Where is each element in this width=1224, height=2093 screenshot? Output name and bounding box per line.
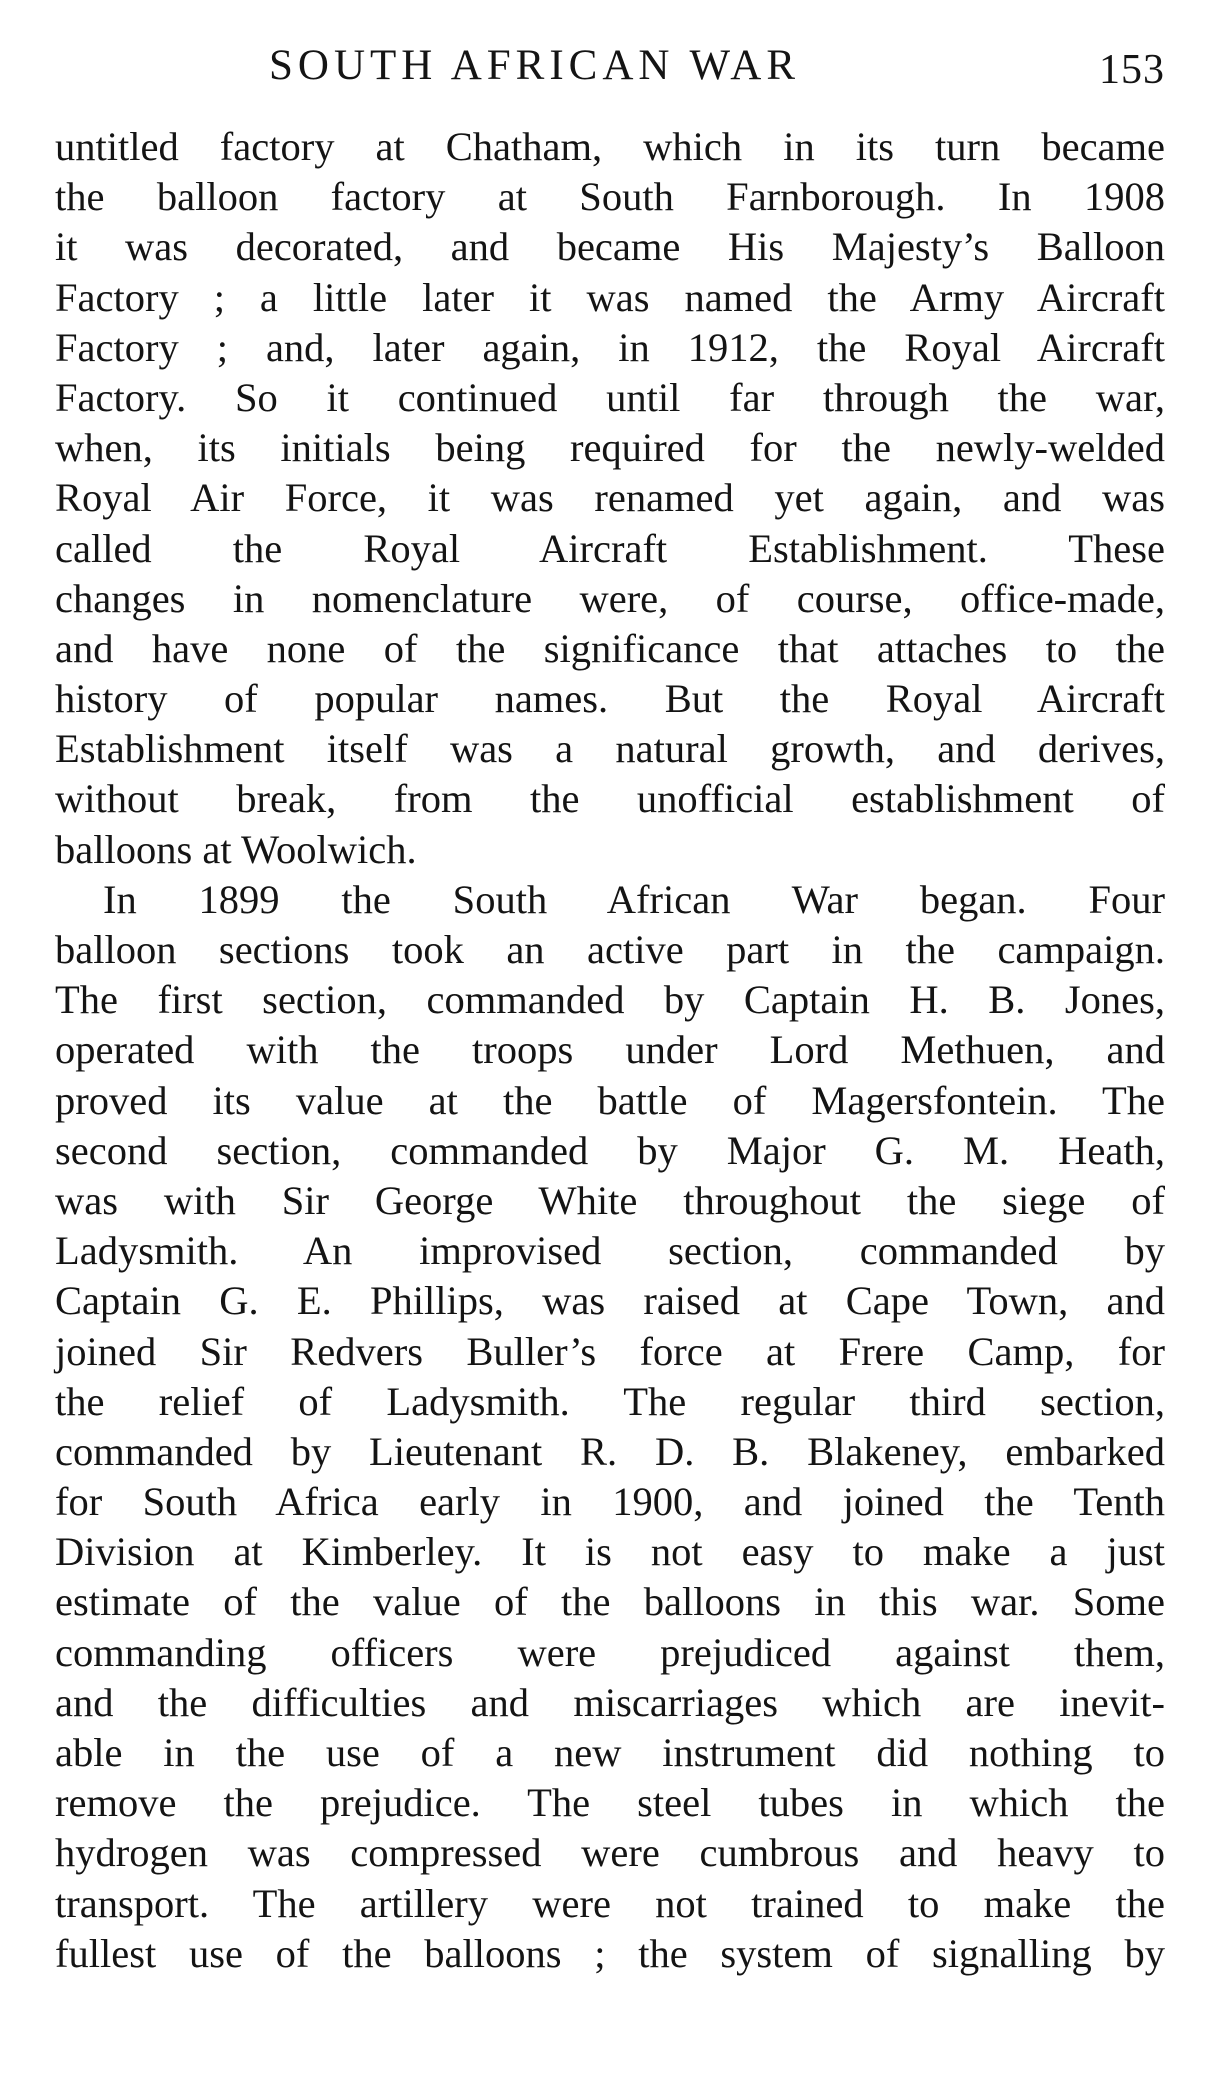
text-line: balloons at Woolwich. [55,826,417,872]
text-line: when, its initials being required for the newly-welded [55,425,1165,471]
text-line: operated with the troops under Lord Methuen, and [55,1027,1165,1073]
text-line: Factory ; and, later again, in 1912, the Royal Aircraft [55,324,1165,370]
text-line: for South Africa early in 1900, and joined the Tenth [55,1479,1165,1525]
text-line: Factory ; a little later it was named the Army Aircraft [55,274,1165,320]
text-line: Ladysmith. An improvised section, commanded by [55,1228,1165,1274]
text-line: The first section, commanded by Captain H. B. Jones, [55,977,1165,1023]
text-line: untitled factory at Chatham, which in its turn became [55,124,1165,169]
text-line: called the Royal Aircraft Establishment. These [55,525,1165,571]
text-line: and have none of the significance that attaches to the [55,625,1165,671]
paragraph [55,875,1165,1979]
running-title: SOUTH AFRICAN WAR [269,42,800,89]
text-line: Factory. So it continued until far through the war, [55,374,1165,420]
text-line: it was decorated, and became His Majesty’s Balloon [55,224,1165,270]
page-number: 153 [1099,47,1165,93]
text-line: history of popular names. But the Royal Aircraft [55,676,1165,722]
text-line: second section, commanded by Major G. M. Heath, [55,1127,1165,1173]
text-line: balloon sections took an active part in the campaign. [55,927,1165,972]
text-line: the balloon factory at South Farnborough. In 1908 [55,174,1165,220]
text-line: was with Sir George White throughout the siege of [55,1177,1165,1223]
text-line: fullest use of the balloons ; the system of signalling by [55,1930,1165,1976]
text-line: the relief of Ladysmith. The regular third section, [55,1378,1165,1424]
text-line: transport. The artillery were not trained to make the [55,1880,1165,1926]
text-line: Royal Air Force, it was renamed yet again, and was [55,475,1165,521]
text-line: remove the prejudice. The steel tubes in which the [55,1780,1165,1826]
text-line: Division at Kimberley. It is not easy to make a just [55,1529,1165,1575]
running-head [55,36,1165,96]
text-line: commanded by Lieutenant R. D. B. Blakeney, embarked [55,1428,1165,1474]
text-line: Captain G. E. Phillips, was raised at Cape Town, and [55,1278,1165,1324]
paragraph [55,122,1165,875]
text-line: able in the use of a new instrument did nothing to [55,1730,1165,1775]
text-line: proved its value at the battle of Magersfontein. The [55,1077,1165,1123]
text-line: In 1899 the South African War began. Four [103,876,1165,922]
text-line: commanding officers were prejudiced against them, [55,1629,1165,1675]
body-text [55,122,1165,1979]
text-line: and the difficulties and miscarriages which are inevit- [55,1679,1165,1725]
text-line: joined Sir Redvers Buller’s force at Frere Camp, for [55,1328,1165,1374]
text-line: Establishment itself was a natural growth, and derives, [55,726,1165,772]
text-line: hydrogen was compressed were cumbrous and heavy to [55,1830,1165,1876]
text-line: changes in nomenclature were, of course, office-made, [55,575,1165,621]
text-line: without break, from the unofficial establishment of [55,776,1165,822]
text-line: estimate of the value of the balloons in this war. Some [55,1579,1165,1625]
